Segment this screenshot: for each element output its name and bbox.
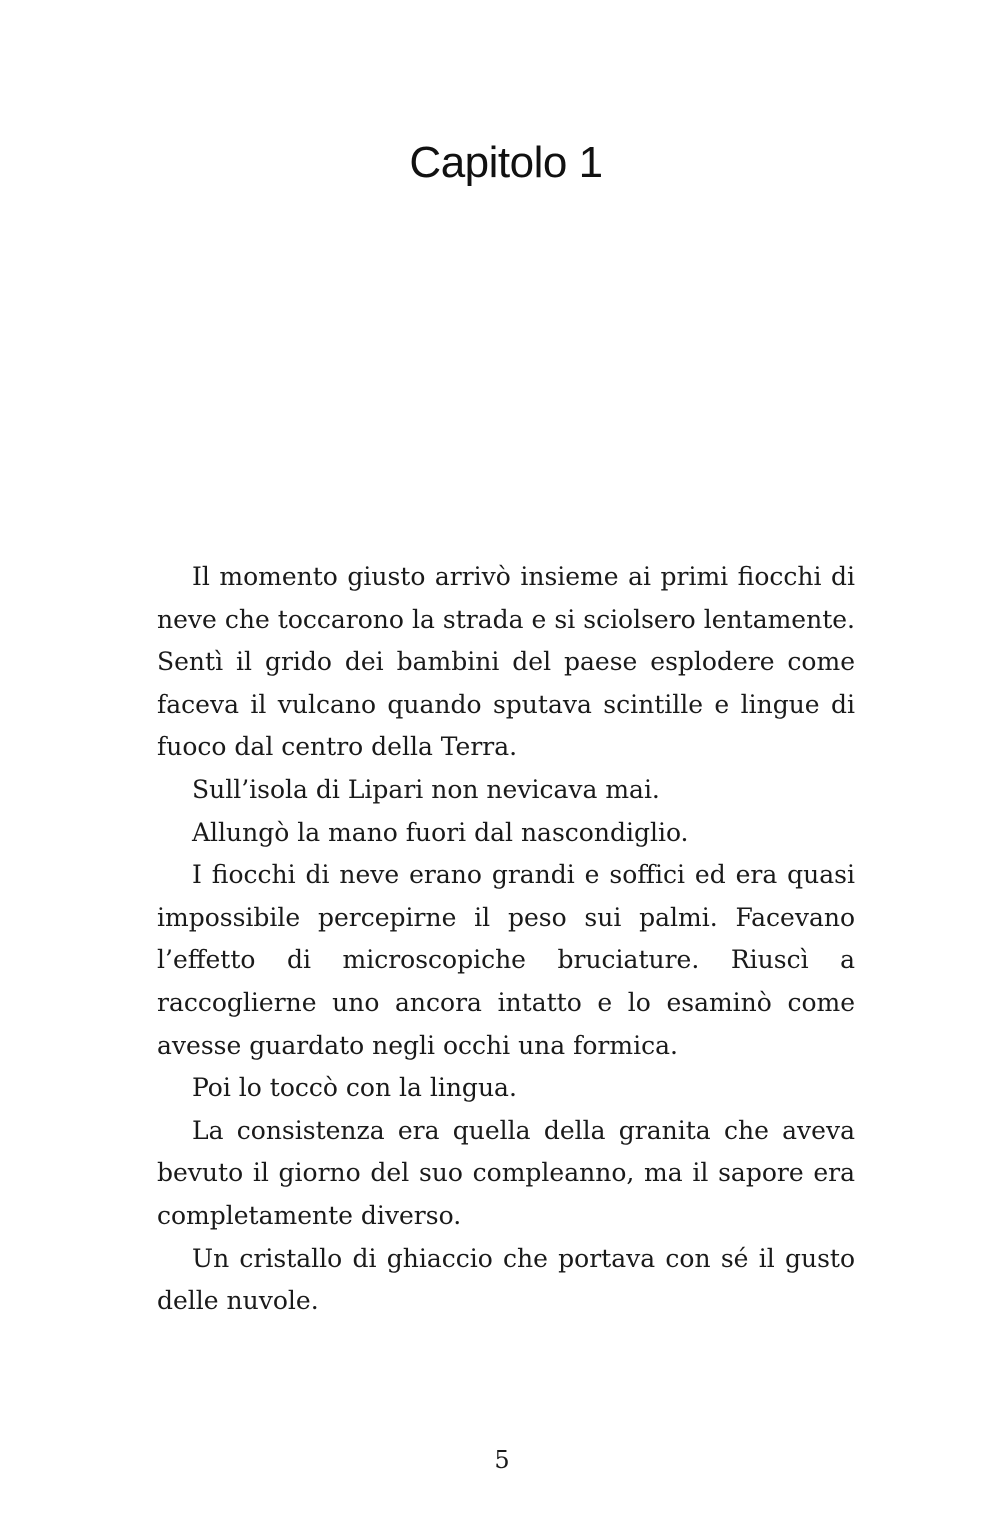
paragraph: I fiocchi di neve erano grandi e soffici ed era quasi impossibile percepirne il peso sui palmi. Facevano l’effetto di microscopiche bruciature. Riuscì a raccoglierne uno ancora intatto e lo esaminò come avesse guardato negli occhi una formica. (157, 860, 855, 1060)
paragraph: Poi lo toccò con la lingua. (192, 1073, 517, 1103)
paragraph: Un cristallo di ghiaccio che portava con sé il gusto delle nuvole. (157, 1243, 855, 1316)
page-number: 5 (494, 1446, 510, 1474)
paragraph: La consistenza era quella della granita che aveva bevuto il giorno del suo compleanno, ma il sapore era completamente diverso. (157, 1115, 855, 1230)
paragraph: Il momento giusto arrivò insieme ai primi fiocchi di neve che toccarono la strada e si sciolsero lentamente. Sentì il grido dei bambini del paese esplodere come faceva il vulcano quando sputava scintille e lingue di fuoco dal centro della Terra. (157, 562, 855, 762)
paragraph: Allungò la mano fuori dal nascondiglio. (192, 817, 689, 847)
paragraph: Sull’isola di Lipari non nevicava mai. (192, 774, 660, 804)
chapter-body (157, 556, 855, 1323)
chapter-title: Capitolo 1 (409, 138, 603, 187)
